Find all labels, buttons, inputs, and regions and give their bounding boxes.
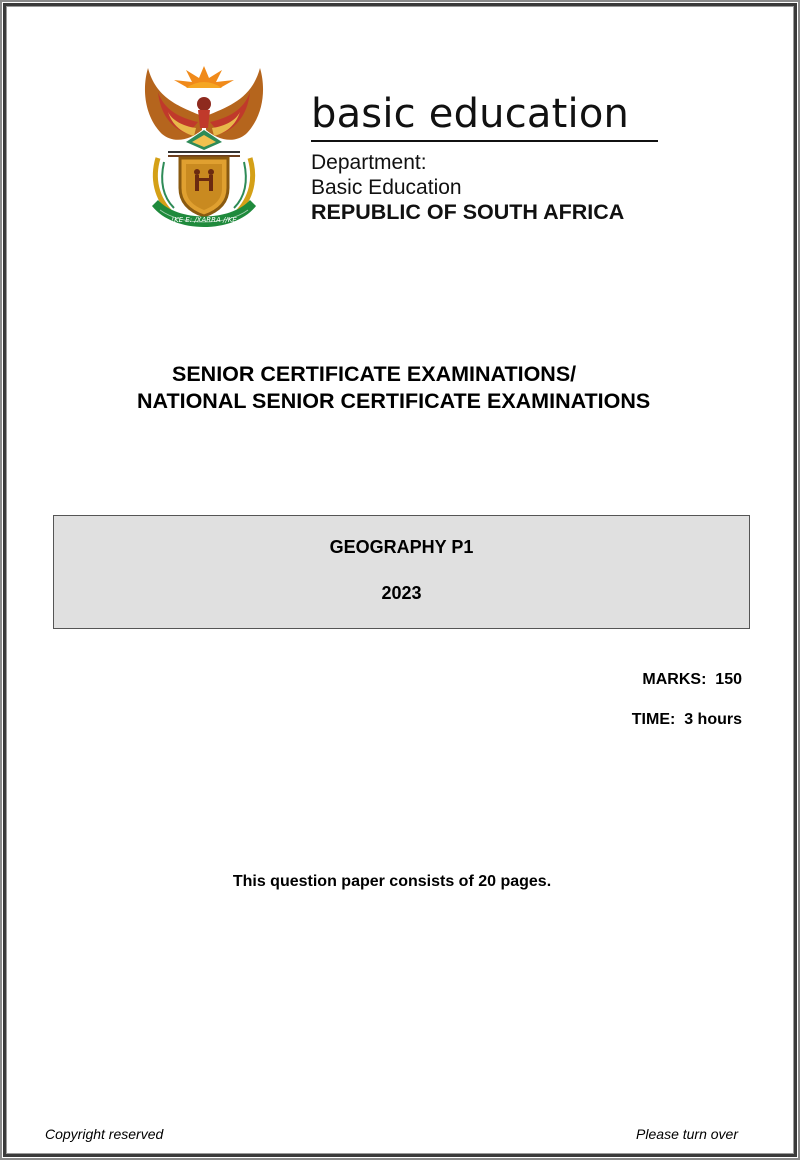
footer-turn-over: Please turn over <box>636 1126 738 1142</box>
subject-name: GEOGRAPHY P1 <box>329 537 474 557</box>
subject-box <box>53 515 750 629</box>
country-name: REPUBLIC OF SOUTH AFRICA <box>311 200 625 224</box>
coat-of-arms-icon <box>138 58 270 234</box>
footer-copyright: Copyright reserved <box>45 1126 164 1142</box>
time-allowed: TIME: 3 hours <box>631 711 742 728</box>
sun-icon <box>174 66 234 88</box>
page-count-note: This question paper consists of 20 pages. <box>232 873 552 890</box>
exam-title-line1: SENIOR CERTIFICATE EXAMINATIONS/ <box>172 362 577 386</box>
marks-total: MARKS: 150 <box>642 671 742 688</box>
brand-divider <box>311 140 658 142</box>
svg-text:!KE E: /XARRA //KE: !KE E: /XARRA //KE <box>171 216 237 224</box>
department-branding <box>311 90 661 225</box>
exam-title-line2: NATIONAL SENIOR CERTIFICATE EXAMINATIONS <box>137 389 651 413</box>
department-name: Basic Education <box>311 176 462 199</box>
department-label: Department: <box>311 151 427 174</box>
exam-year: 2023 <box>381 583 422 603</box>
brand-title: basic education <box>311 91 630 137</box>
